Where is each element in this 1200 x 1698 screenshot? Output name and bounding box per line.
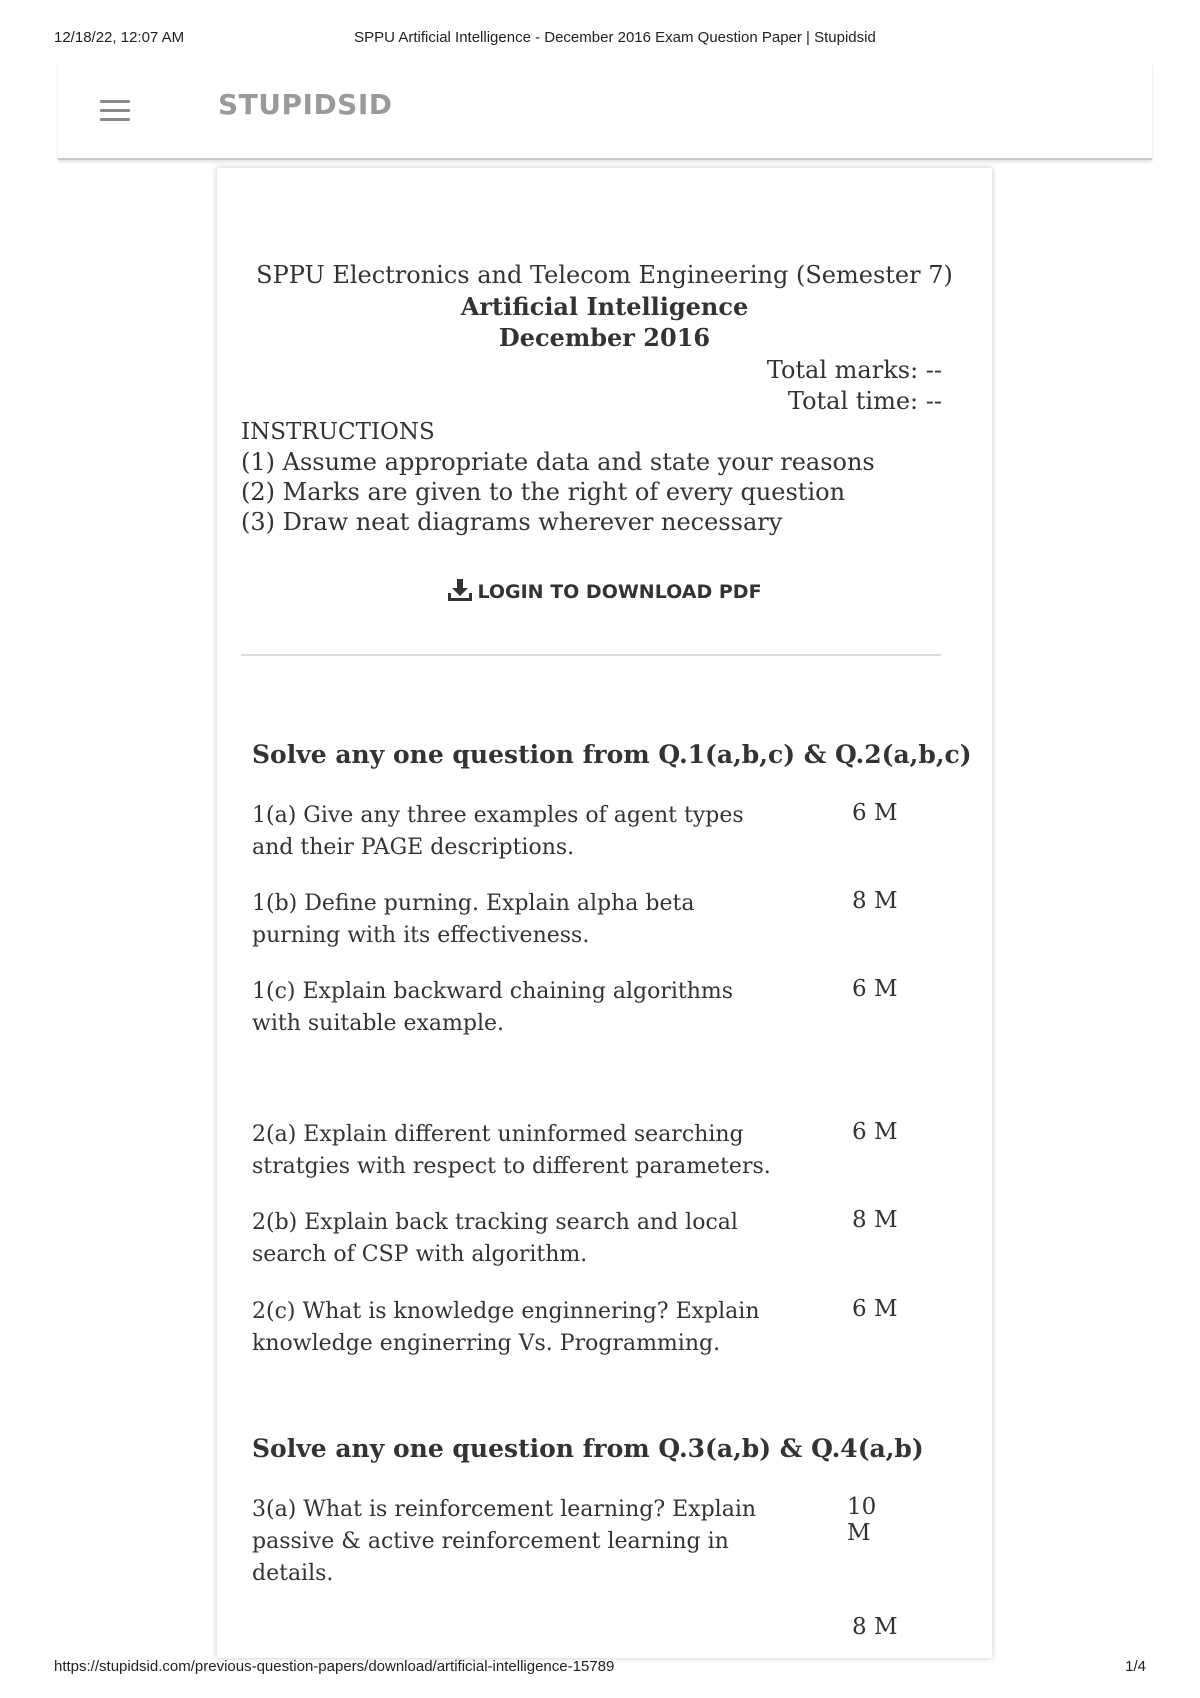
print-url: https://stupidsid.com/previous-question-papers/download/artificial-intelligence-15789: [54, 1658, 615, 1675]
question-marks: 6 M: [852, 976, 898, 1002]
hamburger-menu-icon[interactable]: [100, 100, 130, 122]
total-marks: Total marks: --: [766, 356, 942, 384]
instructions-heading: INSTRUCTIONS: [241, 419, 435, 445]
question-marks: 6 M: [852, 1119, 898, 1145]
total-time: Total time: --: [787, 387, 942, 415]
instructions: [241, 417, 875, 537]
question-marks: 8 M: [852, 1614, 898, 1640]
question-marks: 6 M: [852, 1296, 898, 1322]
print-footer: [54, 1658, 1146, 1678]
instruction-item: (3) Draw neat diagrams wherever necessary: [241, 508, 783, 536]
paper-subject: Artificial Intelligence: [460, 292, 749, 321]
paper-totals: [767, 355, 942, 417]
paper-session: December 2016: [498, 323, 711, 352]
question-marks: 10 M: [847, 1494, 877, 1546]
question-text: 2(a) Explain different uninformed searching stratgies with respect to different parameters.: [252, 1122, 771, 1179]
question-text: 3(a) What is reinforcement learning? Explain passive & active reinforcement learning in details.: [252, 1497, 757, 1586]
paper-heading: [217, 260, 992, 353]
print-date: 12/18/22, 12:07 AM: [54, 29, 185, 46]
divider: [241, 654, 941, 656]
brand-logo[interactable]: STUPIDSID: [218, 88, 393, 121]
question-text: 1(a) Give any three examples of agent types and their PAGE descriptions.: [252, 803, 744, 860]
question-text: 1(b) Define purning. Explain alpha beta purning with its effectiveness.: [252, 891, 695, 948]
print-title: SPPU Artificial Intelligence - December 2016 Exam Question Paper | Stupidsid: [354, 29, 876, 46]
login-to-download-button[interactable]: [217, 578, 992, 603]
page-number: 1/4: [1125, 1658, 1146, 1675]
question-marks: 8 M: [852, 888, 898, 914]
question-marks: 8 M: [852, 1207, 898, 1233]
paper-university-branch: SPPU Electronics and Telecom Engineering (Semester 7): [256, 261, 953, 289]
question-text: 2(c) What is knowledge enginnering? Explain knowledge enginerring Vs. Programming.: [252, 1299, 760, 1356]
question-text: 2(b) Explain back tracking search and local search of CSP with algorithm.: [252, 1210, 738, 1267]
question-marks: 6 M: [852, 800, 898, 826]
question-paper-card: [217, 168, 992, 1658]
instruction-item: (1) Assume appropriate data and state your reasons: [241, 448, 875, 476]
question-text: 1(c) Explain backward chaining algorithms with suitable example.: [252, 979, 734, 1036]
download-icon: [447, 578, 473, 602]
instruction-item: (2) Marks are given to the right of every question: [241, 478, 846, 506]
app-bar: [58, 62, 1152, 160]
section-title: Solve any one question from Q.1(a,b,c) & Q.2(a,b,c): [252, 740, 972, 769]
section-title: Solve any one question from Q.3(a,b) & Q.4(a,b): [252, 1434, 924, 1463]
print-header: [54, 29, 1146, 49]
download-label: LOGIN TO DOWNLOAD PDF: [477, 581, 762, 603]
